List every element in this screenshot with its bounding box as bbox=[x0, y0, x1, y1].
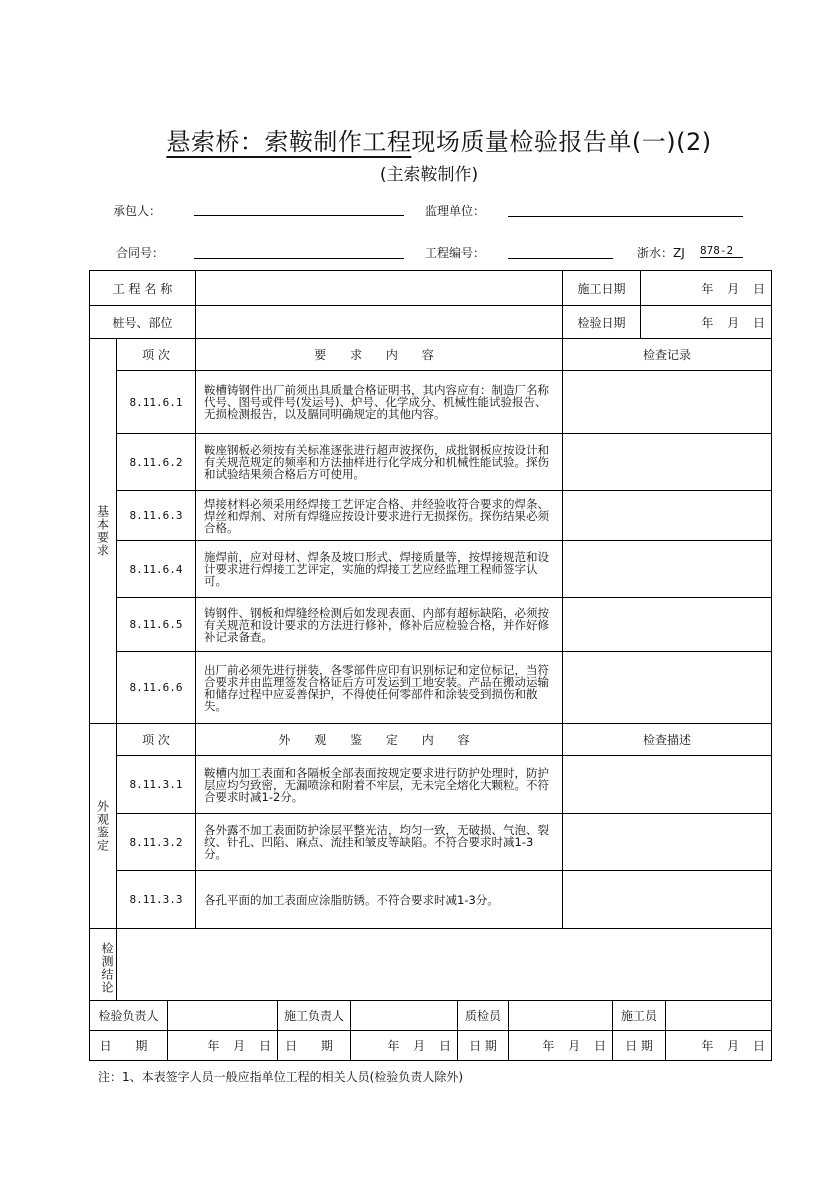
contract-no-label: 合同号： bbox=[116, 246, 165, 260]
form-code: 878-2 bbox=[700, 244, 743, 258]
date-label: 日 期 bbox=[458, 1031, 509, 1061]
construction-lead-signature[interactable] bbox=[351, 1001, 458, 1031]
item-text: 鞍槽内加工表面和各隔板全部表面按规定要求进行防护处理时，防护层应均匀致密，无漏喷涂和附着不牢层，无未完全熔化大颗粒。不符合要求时减1-2分。 bbox=[196, 756, 563, 814]
item-no: 8.11.6.1 bbox=[117, 371, 196, 434]
item-no: 8.11.3.3 bbox=[117, 871, 196, 929]
table-row bbox=[90, 491, 772, 541]
basic-requirements-label: 基本要求 bbox=[90, 339, 117, 724]
supervisor-label: 监理单位： bbox=[425, 204, 486, 218]
table-row bbox=[90, 371, 772, 434]
item-no: 8.11.6.3 bbox=[117, 491, 196, 541]
item-text: 施焊前，应对母材、焊条及坡口形式、焊接质量等，按焊接规范和设计要求进行焊接工艺评定，实施的焊接工艺应经监理工程师签字认可。 bbox=[196, 541, 563, 598]
description-cell[interactable] bbox=[563, 871, 772, 929]
item-no: 8.11.6.2 bbox=[117, 434, 196, 491]
footnote: 注：1、本表签字人员一般应指单位工程的相关人员(检验负责人除外) bbox=[98, 1070, 464, 1084]
inspection-date-label: 检验日期 bbox=[563, 306, 641, 339]
item-text: 焊接材料必须采用经焊接工艺评定合格、并经验收符合要求的焊条、焊丝和焊剂、对所有焊缝应按设计要求进行无损探伤。探伤结果必须合格。 bbox=[196, 491, 563, 541]
item-no: 8.11.6.5 bbox=[117, 598, 196, 652]
record-cell[interactable] bbox=[563, 434, 772, 491]
item-text: 鞍座钢板必须按有关标准逐张进行超声波探伤，成批钢板应按设计和有关规范规定的频率和方法抽样进行化学成分和机械性能试验。探伤和试验结果须合格后方可使用。 bbox=[196, 434, 563, 491]
record-cell[interactable] bbox=[563, 371, 772, 434]
col-record-header: 检查记录 bbox=[563, 339, 772, 371]
table-row bbox=[90, 652, 772, 724]
date-field[interactable]: 年 月 日 bbox=[509, 1031, 613, 1061]
item-text: 鞍槽铸钢件出厂前须出具质量合格证明书，其内容应有：制造厂名称代号、图号或件号(发运号)、炉号、化学成分、机械性能试验报告、无损检测报告，以及膈同明确规定的其他内容。 bbox=[196, 371, 563, 434]
contractor-field[interactable] bbox=[194, 215, 404, 216]
contract-no-field[interactable] bbox=[194, 258, 404, 259]
description-cell[interactable] bbox=[563, 814, 772, 871]
inspection-lead-label: 检验负责人 bbox=[90, 1001, 168, 1031]
inspection-table bbox=[89, 270, 772, 1001]
construction-date-field[interactable]: 年 月 日 bbox=[641, 271, 772, 306]
item-no: 8.11.6.6 bbox=[117, 652, 196, 724]
table-row bbox=[90, 871, 772, 929]
item-text: 出厂前必须先进行拼装，各零部件应印有识别标记和定位标记，当符合要求并由监理签发合格证后方可发运到工地安装。产品在搬动运输和储存过程中应妥善保护，不得使任何零部件和涂装受到损伤和散失。 bbox=[196, 652, 563, 724]
item-text: 各外露不加工表面防护涂层平整光洁，均匀一致，无破损、气泡、裂纹、针孔、凹陷、麻点、流挂和皱皮等缺陷。不符合要求时减1-3分。 bbox=[196, 814, 563, 871]
contractor-label: 承包人： bbox=[113, 204, 162, 218]
construction-date-label: 施工日期 bbox=[563, 271, 641, 306]
item-no: 8.11.6.4 bbox=[117, 541, 196, 598]
date-label: 日 期 bbox=[90, 1031, 168, 1061]
construction-lead-label: 施工负责人 bbox=[278, 1001, 351, 1031]
date-field[interactable]: 年 月 日 bbox=[666, 1031, 772, 1061]
quality-inspector-signature[interactable] bbox=[509, 1001, 613, 1031]
quality-inspector-label: 质检员 bbox=[458, 1001, 509, 1031]
inspection-date-field[interactable]: 年 月 日 bbox=[641, 306, 772, 339]
signature-table bbox=[89, 1000, 772, 1061]
col-description-header: 检查描述 bbox=[563, 724, 772, 756]
item-no: 8.11.3.2 bbox=[117, 814, 196, 871]
table-row bbox=[90, 598, 772, 652]
date-field[interactable]: 年 月 日 bbox=[351, 1031, 458, 1061]
table-row bbox=[90, 814, 772, 871]
project-no-field[interactable] bbox=[508, 258, 613, 259]
date-field[interactable]: 年 月 日 bbox=[168, 1031, 278, 1061]
record-cell[interactable] bbox=[563, 652, 772, 724]
project-name-label: 工 程 名 称 bbox=[90, 271, 196, 306]
inspection-lead-signature[interactable] bbox=[168, 1001, 278, 1031]
record-cell[interactable] bbox=[563, 541, 772, 598]
record-cell[interactable] bbox=[563, 491, 772, 541]
item-text: 铸钢件、钢板和焊缝经检测后如发现表面、内部有超标缺陷，必须按有关规范和设计要求的方法进行修补，修补后应检验合格，并作好修补记录备查。 bbox=[196, 598, 563, 652]
form-code-prefix: 浙水：ZJ bbox=[637, 246, 685, 260]
date-label: 日 期 bbox=[278, 1031, 351, 1061]
item-text: 各孔平面的加工表面应涂脂肪锈。不符合要求时减1-3分。 bbox=[196, 871, 563, 929]
table-row bbox=[90, 434, 772, 491]
pile-label: 桩号、部位 bbox=[90, 306, 196, 339]
col-item-header: 项 次 bbox=[117, 724, 196, 756]
col-content-header: 外 观 鉴 定 内 容 bbox=[196, 724, 563, 756]
table-row bbox=[90, 756, 772, 814]
description-cell[interactable] bbox=[563, 756, 772, 814]
project-name-field[interactable] bbox=[196, 271, 563, 306]
item-no: 8.11.3.1 bbox=[117, 756, 196, 814]
page-subtitle: (主索鞍制作) bbox=[379, 165, 479, 185]
conclusion-field[interactable] bbox=[117, 929, 772, 1001]
project-no-label: 工程编号： bbox=[425, 246, 486, 260]
supervisor-field[interactable] bbox=[508, 216, 743, 217]
record-cell[interactable] bbox=[563, 598, 772, 652]
col-content-header: 要 求 内 容 bbox=[196, 339, 563, 371]
appearance-label: 外观鉴定 bbox=[90, 724, 117, 929]
page-title: 悬索桥：索鞍制作工程现场质量检验报告单(一)(2) bbox=[166, 128, 712, 156]
date-label: 日 期 bbox=[613, 1031, 666, 1061]
col-item-header: 项 次 bbox=[117, 339, 196, 371]
conclusion-label: 检测结论 bbox=[90, 929, 117, 1001]
table-row bbox=[90, 541, 772, 598]
pile-field[interactable] bbox=[196, 306, 563, 339]
constructor-signature[interactable] bbox=[666, 1001, 772, 1031]
constructor-label: 施工员 bbox=[613, 1001, 666, 1031]
